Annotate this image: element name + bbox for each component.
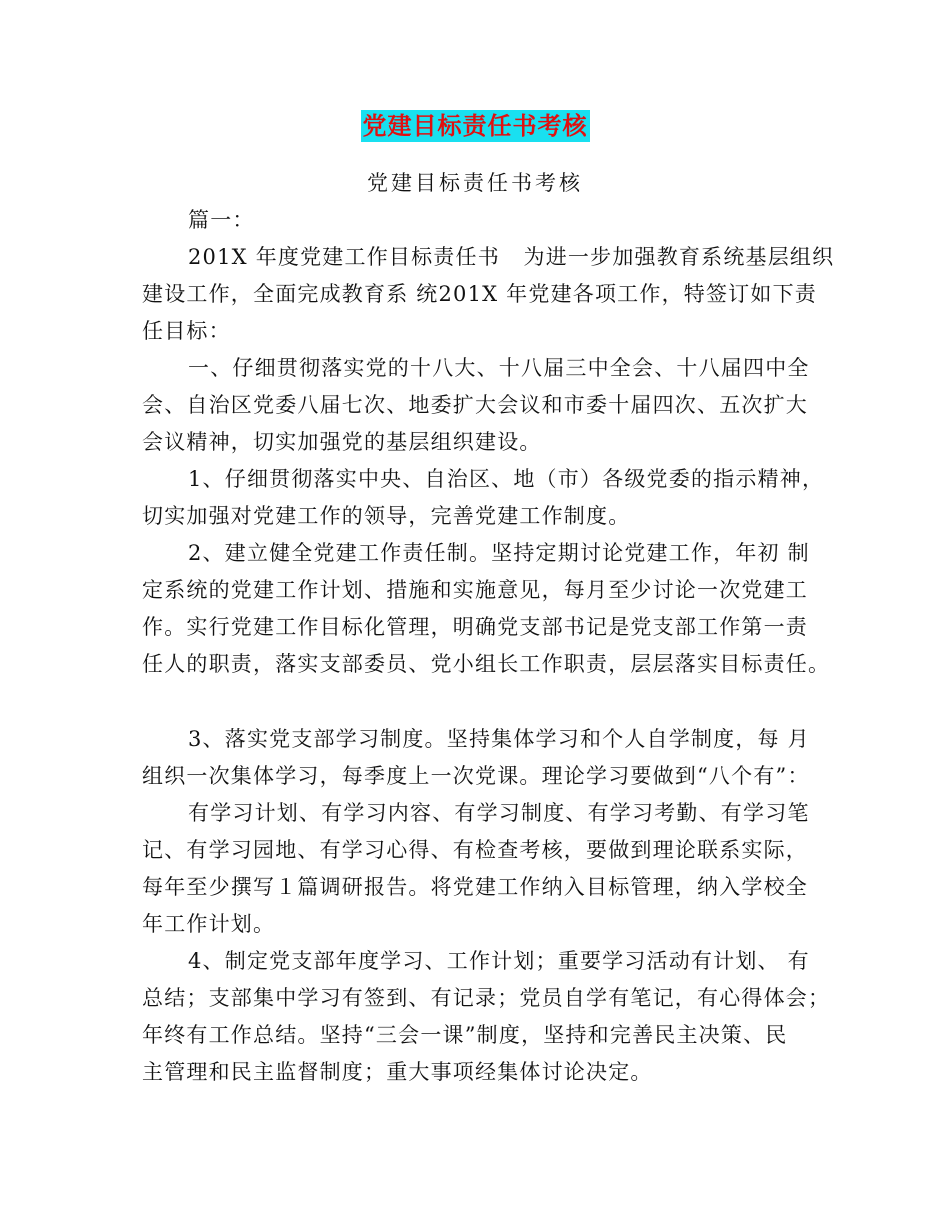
text-line: 4、制定党支部年度学习、工作计划；重要学习活动有计划、 有 — [188, 949, 810, 973]
text-line: 作。实行党建工作目标化管理，明确党支部书记是党支部工作第一责 — [142, 615, 808, 639]
text-line: 总结；支部集中学习有签到、有记录；党员自学有笔记，有心得体会； — [142, 986, 831, 1010]
title-row — [0, 110, 950, 142]
text-line: 201X 年度党建工作目标责任书 为进一步加强教育系统基层组织 — [188, 245, 835, 269]
text-line: 1、仔细贯彻落实中央、自治区、地（市）各级党委的指示精神， — [188, 467, 825, 491]
paragraph-gap — [142, 683, 808, 721]
text-line: 一、仔细贯彻落实党的十八大、十八届三中全会、十八届四中全 — [188, 356, 810, 380]
text-line: 会、自治区党委八届七次、地委扩大会议和市委十届四次、五次扩大 — [142, 393, 808, 417]
text-line: 年工作计划。 — [142, 912, 276, 936]
document-title: 党建目标责任书考核 — [362, 112, 588, 140]
text-line: 3、落实党支部学习制度。坚持集体学习和个人自学制度，每 月 — [188, 727, 810, 751]
text-line: 组织一次集体学习，每季度上一次党课。理论学习要做到“八个有”： — [142, 764, 810, 788]
text-line: 2、建立健全党建工作责任制。坚持定期讨论党建工作，年初 制 — [188, 541, 810, 565]
document-subtitle: 党建目标责任书考核 — [367, 171, 583, 195]
document-body — [142, 202, 835, 1091]
text-line: 任人的职责，落实支部委员、党小组长工作职责，层层落实目标责任。 — [142, 652, 831, 676]
text-line: 有学习计划、有学习内容、有学习制度、有学习考勤、有学习笔 — [188, 801, 810, 825]
text-line: 会议精神，切实加强党的基层组织建设。 — [142, 430, 542, 454]
text-line: 每年至少撰写１篇调研报告。将党建工作纳入目标管理，纳入学校全 — [142, 875, 808, 899]
text-line: 年终有工作总结。坚持“三会一课”制度，坚持和完善民主决策、民 — [142, 1023, 788, 1047]
text-line: 定系统的党建工作计划、措施和实施意见，每月至少讨论一次党建工 — [142, 578, 808, 602]
text-line: 记、有学习园地、有学习心得、有检查考核，要做到理论联系实际， — [142, 838, 808, 862]
text-line: 主管理和民主监督制度；重大事项经集体讨论决定。 — [142, 1060, 653, 1084]
text-line: 任目标： — [142, 319, 231, 343]
text-line: 篇一： — [188, 208, 255, 232]
text-line: 建设工作，全面完成教育系 统201X 年党建各项工作，特签订如下责 — [142, 282, 817, 306]
text-line: 切实加强对党建工作的领导，完善党建工作制度。 — [142, 504, 631, 528]
